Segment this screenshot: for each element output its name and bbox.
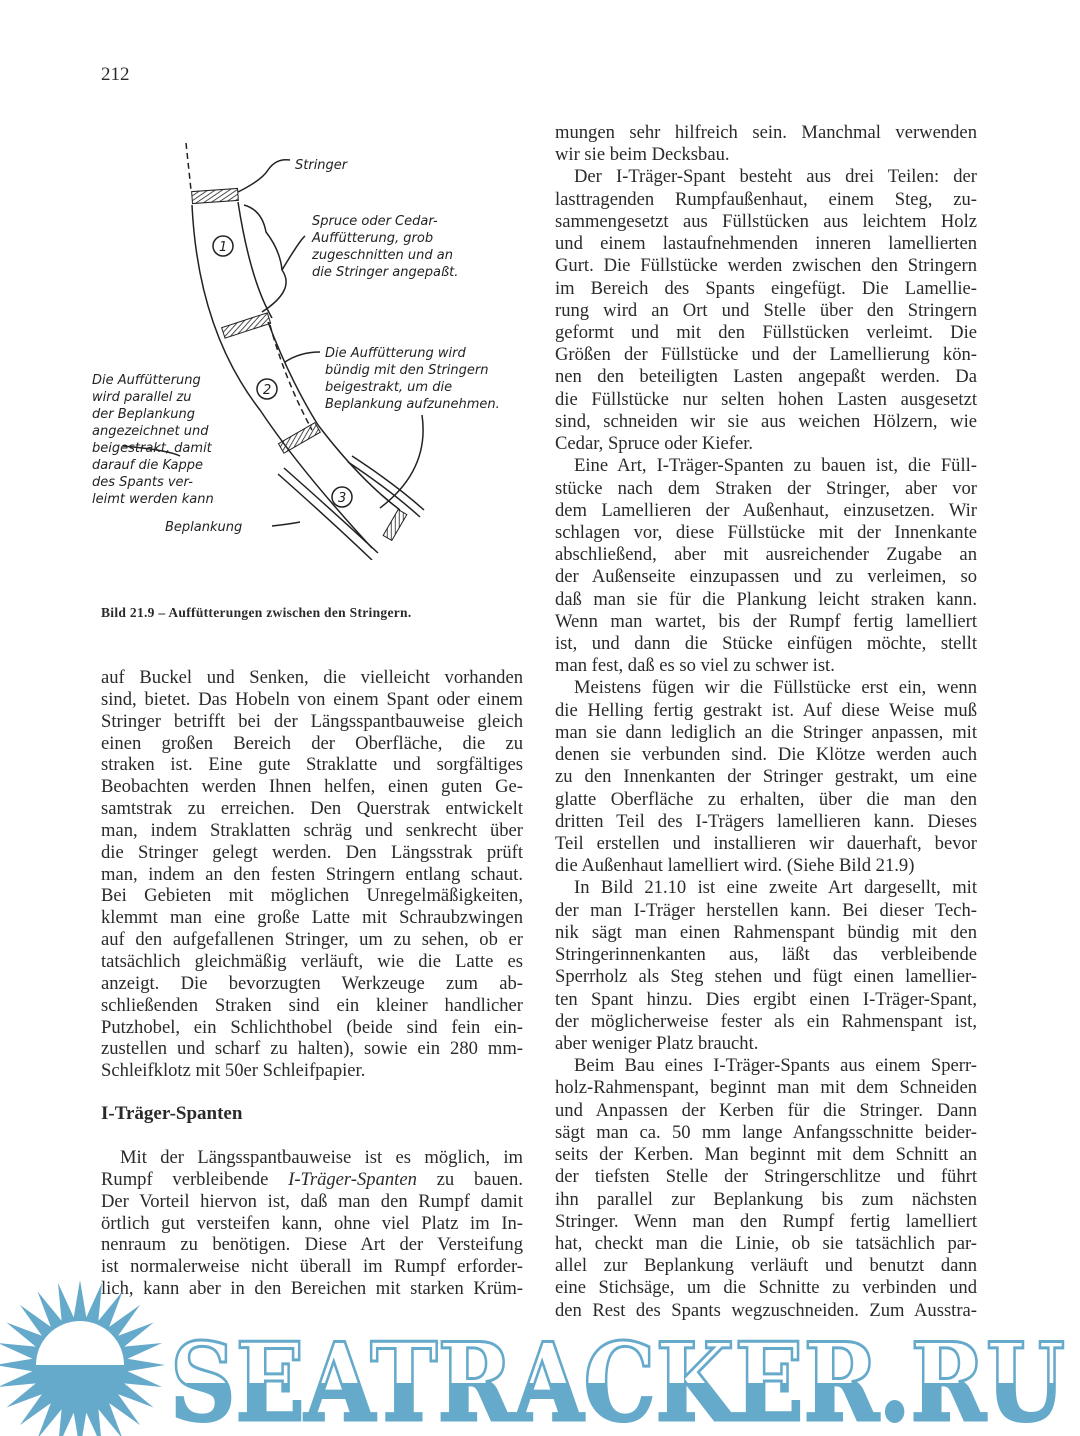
text-line: Putzhobel, ein Schlichthobel (beide sind fein ein-: [101, 1016, 523, 1038]
text-line: sind, schneiden wir sie aus weichen Hölzern, wie: [555, 410, 977, 432]
text-line: die Helling fertig gestrakt ist. Auf diese Weise muß: [555, 699, 977, 721]
text-line: Beim Bau eines I-Träger-Spants aus einem Sperr-: [574, 1055, 977, 1077]
text-line: den Rest des Spants wegzuschneiden. Zum Ausstra-: [555, 1299, 977, 1321]
text-line: aber weniger Platz braucht.: [555, 1032, 759, 1054]
centerline-dashed: [186, 143, 191, 190]
italic-term: I-Träger-Spanten: [288, 1168, 417, 1190]
label-beplankung: Beplankung: [165, 520, 243, 535]
label-parallel-line: des Spants ver-: [92, 475, 193, 490]
text-line: abschließend, aber mit ausreichender Zugabe an: [555, 544, 977, 566]
text-line: die Stringer gelegt werden. Den Längsstrak prüft: [101, 841, 523, 863]
text-line: daß man sie für die Plankung leicht straken kann.: [555, 588, 977, 610]
label-buendig-line: Beplankung aufzunehmen.: [325, 397, 500, 412]
text-line: Schleifklotz mit 50er Schleifpapier.: [101, 1060, 366, 1082]
paragraph: [555, 455, 977, 677]
paragraph: [555, 122, 977, 166]
paragraph: [555, 166, 977, 455]
label-spruce-line: die Stringer angepaßt.: [312, 265, 459, 280]
text-line: In Bild 21.10 ist eine zweite Art dargesellt, mit: [574, 877, 977, 899]
left-column: [101, 667, 523, 1300]
text-line: Stringer betrifft bei der Längsspantbauweise gleich: [101, 710, 523, 732]
text-line: im Bereich des Spants eingefügt. Die Lamellie-: [555, 277, 977, 299]
text-span: zu bauen.: [416, 1168, 523, 1190]
planking-strip: [278, 468, 378, 560]
text-line: seits der Kerben. Man beginnt mit dem Schnitt an: [555, 1144, 977, 1166]
label-spruce-line: zugeschnitten und an: [312, 248, 453, 263]
label-buendig-line: Die Auffütterung wird: [325, 346, 466, 361]
text-line: nik sägt man einen Rahmenspant bündig mit den: [555, 921, 977, 943]
text-line: man fest, daß es so viel zu schwer ist.: [555, 655, 835, 677]
page-number: 212: [101, 64, 130, 85]
figure-caption: Bild 21.9 – Auffütterungen zwischen den Stringern.: [101, 605, 412, 620]
text-line: dem Lamellieren der Außenhaut, einzusetzen. Wir: [555, 499, 977, 521]
text-line: man sie dann lediglich an die Stringer anpassen, mit: [555, 721, 977, 743]
stringer-3: [278, 423, 320, 454]
text-line: rung wird an Ort und Stelle über den Stringern: [555, 299, 977, 321]
text-line: ten Spant hinzu. Dies ergibt einen I-Träger-Spant,: [555, 988, 977, 1010]
text-line: glatte Oberfläche zu erhalten, über die man den: [555, 788, 977, 810]
label-parallel-line: beigestrakt, damit: [92, 441, 212, 456]
text-line: Teil erstellen und installieren wir dauerhaft, bevor: [555, 833, 977, 854]
label-parallel-line: Die Auffütterung: [92, 373, 201, 388]
label-parallel-line: leimt werden kann: [92, 492, 214, 507]
paragraph: [555, 877, 977, 1055]
text-line: sägt man ca. 50 mm lange Anfangsschnitte beider-: [555, 1121, 977, 1143]
label-parallel-line: angezeichnet und: [92, 424, 209, 439]
stringer-4: [383, 510, 407, 541]
text-line: Mit der Längsspantbauweise ist es möglich, im: [120, 1147, 523, 1169]
text-line: zu den Innenkanten der Stringer gestrakt, um eine: [555, 766, 977, 788]
text-line: wir sie beim Decksbau.: [555, 144, 730, 166]
dashed-fairing-line: [270, 325, 312, 430]
text-line: ist normalerweise nicht überall im Rumpf erforder-: [101, 1256, 523, 1278]
text-line: mungen sehr hilfreich sein. Manchmal verwenden: [555, 122, 977, 143]
text-line: Sperrholz als Steg stehen und fügt einen lamellier-: [555, 966, 977, 988]
label-parallel: [92, 373, 214, 507]
text-line: auf Buckel und Senken, die vielleicht vorhanden: [101, 667, 523, 688]
text-line: sind, bietet. Das Hobeln von einem Spant oder einem: [101, 688, 523, 710]
text-line: stücke nach dem Straken der Stringer, aber vor: [555, 477, 977, 499]
figure-21-9-drawing: [80, 130, 540, 560]
text-line: die Außenhaut lamelliert wird. (Siehe Bild 21.9): [555, 855, 915, 877]
text-line: holz-Rahmenspant, beginnt man mit dem Schneiden: [555, 1077, 977, 1099]
stringer-2: [222, 313, 271, 338]
part-number-2: 2: [263, 383, 272, 398]
text-line: allel zur Beplankung verläuft und benutzt dann: [555, 1255, 977, 1277]
text-line: der tiefsten Stelle der Stringerschlitze und führt: [555, 1166, 977, 1188]
label-buendig-line: beigestrakt, um die: [325, 380, 453, 395]
text-line: Wenn man wartet, bis der Rumpf fertig lamelliert: [555, 610, 977, 632]
text-line: schlagen vor, diese Füllstücke mit der Innenkante: [555, 521, 977, 543]
sun-icon: [0, 1280, 165, 1436]
paragraph: [555, 677, 977, 877]
text-line: auf den aufgefallenen Stringer, um zu sehen, ob er: [101, 929, 523, 951]
text-line: Stringerinnenkanten aus, läßt das verbleibende: [555, 944, 977, 966]
text-line: örtlich gut versteifen kann, ohne viel Platz im In-: [101, 1212, 523, 1234]
text-line: der Außenseite einzupassen und zu verleimen, so: [555, 566, 977, 588]
text-line: lasttragenden Rumpfaußenhaut, einem Steg, zu-: [555, 188, 977, 210]
text-line: eine Stichsäge, um die Schnitte zu verbinden und: [555, 1277, 977, 1299]
text-line: Der Vorteil hiervon ist, daß man den Rumpf damit: [101, 1190, 523, 1212]
text-line: und einem lastaufnehmenden inneren lamellierten: [555, 233, 977, 255]
text-line: [101, 1169, 523, 1191]
text-line: Stringer. Wenn man den Rumpf fertig lamelliert: [555, 1210, 977, 1232]
text-line: die Füllstücke nur selten hohen Lasten ausgesetzt: [555, 388, 977, 410]
text-line: Bei Gebieten mit möglichen Unregelmäßigkeiten,: [101, 885, 523, 907]
part-number-1: 1: [219, 240, 228, 255]
text-span: Rumpf verbleibende: [101, 1168, 289, 1190]
paragraph: [101, 667, 523, 1082]
text-line: anzeigt. Die bevorzugten Werkzeuge zum ab-: [101, 972, 523, 994]
text-line: ihn parallel zur Beplankung bis zum nächsten: [555, 1188, 977, 1210]
text-line: und Anpassen der Kerben für die Stringer. Dann: [555, 1099, 977, 1121]
text-line: klemmt man eine große Latte mit Schraubzwingen: [101, 907, 523, 929]
text-line: Cedar, Spruce oder Kiefer.: [555, 433, 754, 455]
text-line: hat, checkt man die Linie, ob sie tatsächlich par-: [555, 1232, 977, 1254]
section-heading: I-Träger-Spanten: [101, 1103, 243, 1125]
label-parallel-line: der Beplankung: [92, 407, 195, 422]
text-line: schließenden Straken sind ein kleiner handlicher: [101, 994, 523, 1016]
text-line: samtstrak zu erreichen. Den Querstrak entwickelt: [101, 798, 523, 820]
text-line: zustellen und scharf zu halten), sowie ein 280 mm-: [101, 1038, 523, 1060]
watermark-text: SEATRACKER.RU: [170, 1320, 1065, 1436]
text-line: Beobachten werden Ihnen helfen, einen guten Ge-: [101, 776, 523, 798]
part-number-3: 3: [338, 491, 347, 506]
text-line: Meistens fügen wir die Füllstücke erst ein, wenn: [574, 677, 977, 699]
seatracker-watermark-logo: [0, 1275, 1080, 1436]
text-line: nen den beteiligten Lasten angepaßt werden. Da: [555, 366, 977, 388]
text-line: man, indem Straklatten schräg und senkrecht über: [101, 819, 523, 841]
text-line: Gurt. Die Füllstücke werden zwischen den Stringern: [555, 255, 977, 277]
text-line: einen großen Bereich der Oberfläche, die zu: [101, 732, 523, 754]
label-spruce-line: Spruce oder Cedar-: [312, 214, 438, 229]
text-line: Der I-Träger-Spant besteht aus drei Teilen: der: [574, 166, 977, 188]
text-line: der möglicherweise fester als ein Rahmenspant ist,: [555, 1010, 977, 1032]
text-line: ist, und dann die Stücke einfügen möchte, stellt: [555, 633, 977, 655]
label-buendig-line: bündig mit den Stringern: [325, 363, 489, 378]
text-line: straken ist. Eine gute Straklatte und sorgfältiges: [101, 754, 523, 776]
text-line: Eine Art, I-Träger-Spanten zu bauen ist, die Füll-: [574, 455, 977, 477]
text-line: nenraum zu benötigen. Diese Art der Versteifung: [101, 1234, 523, 1256]
label-parallel-line: darauf die Kappe: [92, 458, 204, 473]
text-line: man, indem an den festen Stringern entlang schaut.: [101, 863, 523, 885]
text-line: geformt und mit den Füllstücken verleimt. Die: [555, 321, 977, 343]
text-line: Größen der Füllstücke und der Lamellierung kön-: [555, 344, 977, 366]
right-column: [555, 122, 977, 1322]
text-line: lich, kann aber in den Bereichen mit starken Krüm-: [101, 1278, 523, 1300]
label-stringer: Stringer: [295, 158, 348, 173]
text-line: denen sie verbunden sind. Die Klötze werden auch: [555, 744, 977, 766]
text-line: der man I-Träger herstellen kann. Bei dieser Tech-: [555, 899, 977, 921]
label-spruce-line: Auffütterung, grob: [312, 231, 434, 246]
stringer-1: [192, 188, 239, 203]
text-line: tatsächlich gleichmäßig verläuft, wie die Latte es: [101, 950, 523, 972]
inner-cap-strip: [348, 456, 424, 517]
text-line: sammengesetzt aus Füllstücken aus leichtem Holz: [555, 210, 977, 232]
label-parallel-line: wird parallel zu: [92, 390, 192, 405]
text-line: dritten Teil des I-Trägers lamellieren kann. Dieses: [555, 810, 977, 832]
